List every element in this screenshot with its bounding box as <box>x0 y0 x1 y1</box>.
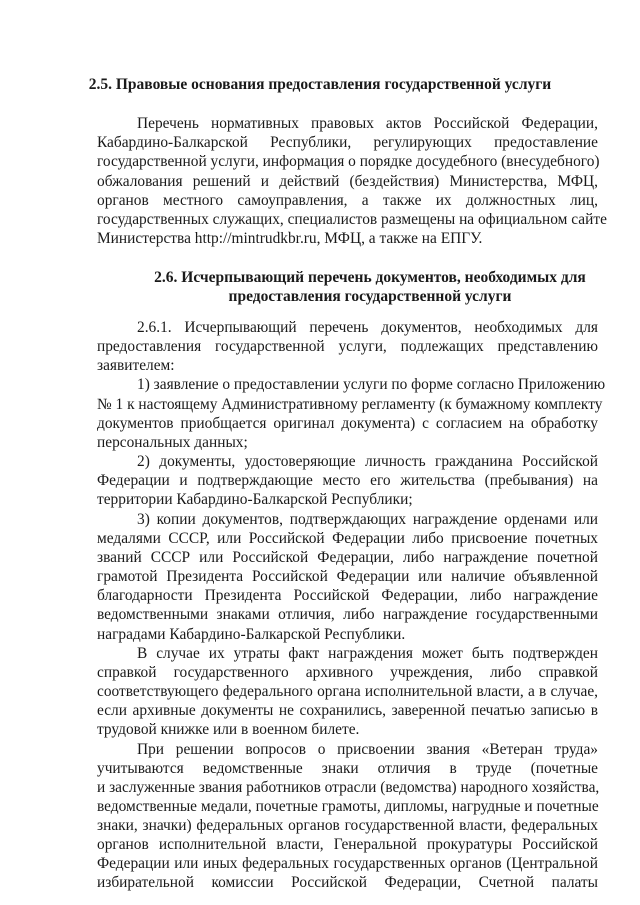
body-line: наградами Кабардино-Балкарской Республики. <box>97 626 406 643</box>
body-line: если архивные документы не сохранились, заверенной печатью записью в <box>97 702 598 719</box>
body-line: соответствующего федерального органа исполнительной власти, а в случае, <box>97 683 598 700</box>
body-line: документов приобщается оригинал документа) с согласием на обработку <box>97 415 598 432</box>
body-line: заявителем: <box>97 357 175 374</box>
body-line: органов исполнительной власти, Генеральной прокуратуры Российской <box>97 836 598 853</box>
section-heading-2-5: 2.5. Правовые основания предоставления государственной услуги <box>88 76 552 93</box>
body-line: № 1 к настоящему Административному регламенту (к бумажному комплекту <box>97 396 603 413</box>
body-line: справкой государственного архивного учреждения, либо справкой <box>97 664 598 681</box>
paragraph-line: органов местного самоуправления, а также их должностных лиц, <box>97 192 598 209</box>
body-line: территории Кабардино-Балкарской Республики; <box>97 491 413 508</box>
body-line: 3) копии документов, подтверждающих награждение орденами или <box>137 511 598 528</box>
section-heading-2-6-continued: предоставления государственной услуги <box>228 288 512 305</box>
body-line: предоставления государственной услуги, подлежащих представлению <box>97 338 598 355</box>
body-line: трудовой книжке или в военном билете. <box>97 721 360 738</box>
paragraph-line: Кабардино-Балкарской Республики, регулирующих предоставление <box>97 134 598 151</box>
body-line: Федерации или иных федеральных государственных органов (Центральной <box>97 855 598 872</box>
paragraph-line: Перечень нормативных правовых актов Российской Федерации, <box>137 115 598 132</box>
body-line: В случае их утраты факт награждения может быть подтвержден <box>137 645 598 662</box>
body-line: 2.6.1. Исчерпывающий перечень документов, необходимых для <box>137 319 598 336</box>
paragraph-line: Министерства http://mintrudkbr.ru, МФЦ, а также на ЕПГУ. <box>97 230 483 247</box>
body-line: Федерации и подтверждающие место его жительства (пребывания) на <box>97 472 598 489</box>
section-heading-2-6: 2.6. Исчерпывающий перечень документов, необходимых для <box>154 269 586 286</box>
body-line: персональных данных; <box>97 434 248 451</box>
paragraph-line: государственной услуги, информация о порядке досудебного (внесудебного) <box>97 153 600 170</box>
body-line: званий СССР или Российской Федерации, либо награждение почетной <box>97 549 598 566</box>
body-line: 1) заявление о предоставлении услуги по форме согласно Приложению <box>137 376 606 393</box>
paragraph-line: государственных служащих, специалистов размещены на официальном сайте <box>97 211 607 228</box>
body-line: ведомственные медали, почетные грамоты, дипломы, нагрудные и почетные <box>97 798 599 815</box>
body-line: благодарности Президента Российской Федерации, либо награждение <box>97 587 598 604</box>
body-line: ведомственными знаками отличия, либо награждение государственными <box>97 606 598 623</box>
body-line: медалями СССР, или Российской Федерации либо присвоение почетных <box>97 530 598 547</box>
body-line: При решении вопросов о присвоении звания «Ветеран труда» <box>137 741 598 758</box>
paragraph-line: обжалования решений и действий (бездействия) Министерства, МФЦ, <box>97 173 598 190</box>
body-line: и заслуженные звания работников отрасли (ведомства) народного хозяйства, <box>97 779 600 796</box>
body-line: 2) документы, удостоверяющие личность гражданина Российской <box>137 453 598 470</box>
body-line: грамотой Президента Российской Федерации или наличие объявленной <box>97 568 598 585</box>
body-line: избирательной комиссии Российской Федерации, Счетной палаты <box>97 874 598 891</box>
body-line: учитываются ведомственные знаки отличия в труде (почетные <box>97 760 598 777</box>
body-line: знаки, значки) федеральных органов государственной власти, федеральных <box>97 817 598 834</box>
